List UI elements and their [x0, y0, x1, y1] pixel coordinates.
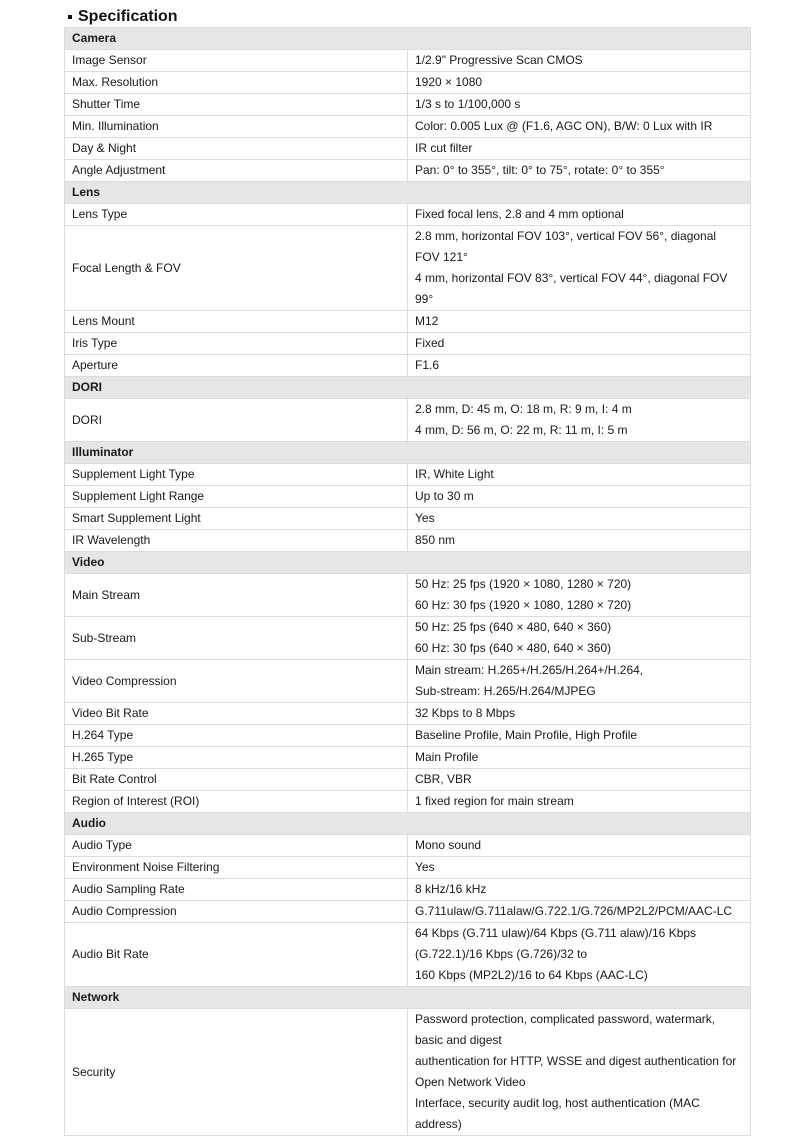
spec-label: IR Wavelength	[65, 530, 408, 552]
spec-row	[65, 464, 751, 486]
spec-value	[408, 464, 751, 486]
spec-value	[408, 725, 751, 747]
spec-row	[65, 72, 751, 94]
section-header: Network	[65, 987, 751, 1009]
section-header: Lens	[65, 182, 751, 204]
spec-value-line: 32 Kbps to 8 Mbps	[415, 706, 516, 720]
spec-row	[65, 703, 751, 725]
spec-value	[408, 72, 751, 94]
spec-label: Image Sensor	[65, 50, 408, 72]
spec-value-line: 160 Kbps (MP2L2)/16 to 64 Kbps (AAC-LC)	[415, 968, 648, 982]
spec-label: Lens Mount	[65, 311, 408, 333]
spec-row	[65, 747, 751, 769]
spec-value	[408, 50, 751, 72]
spec-row	[65, 901, 751, 923]
spec-label: DORI	[65, 399, 408, 442]
spec-value	[408, 879, 751, 901]
spec-label: Audio Sampling Rate	[65, 879, 408, 901]
section-header-row	[65, 28, 751, 50]
spec-row	[65, 769, 751, 791]
spec-label: Min. Illumination	[65, 116, 408, 138]
spec-label: Bit Rate Control	[65, 769, 408, 791]
spec-value-line: 60 Hz: 30 fps (1920 × 1080, 1280 × 720)	[415, 598, 632, 612]
spec-value-line: 4 mm, horizontal FOV 83°, vertical FOV 44°, diagonal FOV 99°	[415, 271, 728, 306]
section-header: Audio	[65, 813, 751, 835]
spec-value	[408, 617, 751, 660]
spec-value-line: 64 Kbps (G.711 ulaw)/64 Kbps (G.711 alaw)/16 Kbps (G.722.1)/16 Kbps (G.726)/32 to	[415, 926, 697, 961]
section-header: DORI	[65, 377, 751, 399]
spec-row	[65, 857, 751, 879]
spec-label: Audio Bit Rate	[65, 923, 408, 987]
spec-value	[408, 508, 751, 530]
spec-value-line: F1.6	[415, 358, 440, 372]
spec-value-line: Password protection, complicated password, watermark, basic and digest	[415, 1012, 716, 1047]
spec-label: Max. Resolution	[65, 72, 408, 94]
spec-label: H.264 Type	[65, 725, 408, 747]
spec-value	[408, 116, 751, 138]
spec-value-line: Main stream: H.265+/H.265/H.264+/H.264,	[415, 663, 644, 677]
spec-value-line: Mono sound	[415, 838, 482, 852]
spec-label: Sub-Stream	[65, 617, 408, 660]
spec-value	[408, 835, 751, 857]
spec-value-line: Fixed	[415, 336, 445, 350]
spec-row	[65, 923, 751, 987]
spec-row	[65, 486, 751, 508]
spec-value-line: authentication for HTTP, WSSE and digest authentication for Open Network Video	[415, 1054, 737, 1089]
spec-label: Environment Noise Filtering	[65, 857, 408, 879]
spec-value	[408, 333, 751, 355]
spec-value	[408, 138, 751, 160]
spec-value-line: 60 Hz: 30 fps (640 × 480, 640 × 360)	[415, 641, 612, 655]
spec-label: Day & Night	[65, 138, 408, 160]
spec-row	[65, 204, 751, 226]
spec-label: Audio Type	[65, 835, 408, 857]
specification-table	[64, 27, 751, 1136]
spec-value	[408, 660, 751, 703]
spec-label: Region of Interest (ROI)	[65, 791, 408, 813]
spec-row	[65, 399, 751, 442]
section-header-row	[65, 377, 751, 399]
spec-value-line: Up to 30 m	[415, 489, 474, 503]
spec-label: Supplement Light Range	[65, 486, 408, 508]
spec-value	[408, 703, 751, 725]
spec-label: Security	[65, 1009, 408, 1136]
spec-label: Main Stream	[65, 574, 408, 617]
spec-label: Video Compression	[65, 660, 408, 703]
spec-row	[65, 835, 751, 857]
page-title-text: Specification	[78, 8, 178, 25]
spec-value-line: Baseline Profile, Main Profile, High Profile	[415, 728, 638, 742]
spec-value	[408, 204, 751, 226]
square-bullet-icon	[68, 15, 72, 19]
page-title	[68, 6, 178, 28]
spec-value-line: Sub-stream: H.265/H.264/MJPEG	[415, 684, 596, 698]
spec-row	[65, 160, 751, 182]
spec-value	[408, 399, 751, 442]
spec-label: Shutter Time	[65, 94, 408, 116]
spec-value-line: Yes	[415, 860, 435, 874]
spec-value-line: IR cut filter	[415, 141, 473, 155]
spec-value-line: 2.8 mm, horizontal FOV 103°, vertical FOV 56°, diagonal FOV 121°	[415, 229, 717, 264]
spec-row	[65, 355, 751, 377]
spec-row	[65, 617, 751, 660]
spec-value-line: Yes	[415, 511, 435, 525]
spec-value-line: G.711ulaw/G.711alaw/G.722.1/G.726/MP2L2/PCM/AAC-LC	[415, 904, 733, 918]
spec-value	[408, 769, 751, 791]
spec-value-line: 850 nm	[415, 533, 456, 547]
spec-value-line: 1/2.9" Progressive Scan CMOS	[415, 53, 583, 67]
spec-row	[65, 333, 751, 355]
spec-value-line: Interface, security audit log, host authentication (MAC address)	[415, 1096, 700, 1131]
spec-row	[65, 791, 751, 813]
spec-value-line: 1/3 s to 1/100,000 s	[415, 97, 521, 111]
section-header: Illuminator	[65, 442, 751, 464]
spec-row	[65, 725, 751, 747]
spec-value	[408, 311, 751, 333]
section-header-row	[65, 813, 751, 835]
spec-value-line: Color: 0.005 Lux @ (F1.6, AGC ON), B/W: 0 Lux with IR	[415, 119, 713, 133]
spec-value	[408, 857, 751, 879]
spec-value	[408, 355, 751, 377]
spec-row	[65, 311, 751, 333]
spec-value-line: Pan: 0° to 355°, tilt: 0° to 75°, rotate: 0° to 355°	[415, 163, 665, 177]
spec-value-line: 1 fixed region for main stream	[415, 794, 574, 808]
section-header: Video	[65, 552, 751, 574]
spec-value-line: Main Profile	[415, 750, 479, 764]
spec-row	[65, 116, 751, 138]
section-header-row	[65, 442, 751, 464]
section-header: Camera	[65, 28, 751, 50]
spec-value-line: 50 Hz: 25 fps (1920 × 1080, 1280 × 720)	[415, 577, 632, 591]
spec-label: Smart Supplement Light	[65, 508, 408, 530]
spec-value-line: M12	[415, 314, 439, 328]
spec-value	[408, 747, 751, 769]
spec-value-line: CBR, VBR	[415, 772, 472, 786]
spec-row	[65, 660, 751, 703]
section-header-row	[65, 987, 751, 1009]
spec-value-line: IR, White Light	[415, 467, 494, 481]
spec-row	[65, 508, 751, 530]
spec-value	[408, 923, 751, 987]
spec-row	[65, 574, 751, 617]
spec-row	[65, 879, 751, 901]
spec-row	[65, 530, 751, 552]
spec-label: Aperture	[65, 355, 408, 377]
spec-value-line: 2.8 mm, D: 45 m, O: 18 m, R: 9 m, I: 4 m	[415, 402, 632, 416]
spec-value-line: 4 mm, D: 56 m, O: 22 m, R: 11 m, I: 5 m	[415, 423, 628, 437]
spec-label: Iris Type	[65, 333, 408, 355]
spec-value	[408, 486, 751, 508]
spec-row	[65, 1009, 751, 1136]
spec-row	[65, 50, 751, 72]
spec-label: Audio Compression	[65, 901, 408, 923]
spec-value-line: Fixed focal lens, 2.8 and 4 mm optional	[415, 207, 624, 221]
spec-value	[408, 574, 751, 617]
spec-row	[65, 226, 751, 311]
spec-value	[408, 791, 751, 813]
spec-label: Supplement Light Type	[65, 464, 408, 486]
spec-value	[408, 160, 751, 182]
section-header-row	[65, 182, 751, 204]
spec-label: Lens Type	[65, 204, 408, 226]
spec-label: Focal Length & FOV	[65, 226, 408, 311]
spec-value-line: 1920 × 1080	[415, 75, 483, 89]
spec-value	[408, 901, 751, 923]
spec-label: Video Bit Rate	[65, 703, 408, 725]
spec-value	[408, 530, 751, 552]
spec-label: H.265 Type	[65, 747, 408, 769]
spec-label: Angle Adjustment	[65, 160, 408, 182]
spec-value	[408, 1009, 751, 1136]
spec-value-line: 50 Hz: 25 fps (640 × 480, 640 × 360)	[415, 620, 612, 634]
spec-value	[408, 226, 751, 311]
spec-value-line: 8 kHz/16 kHz	[415, 882, 487, 896]
spec-row	[65, 138, 751, 160]
section-header-row	[65, 552, 751, 574]
spec-value	[408, 94, 751, 116]
spec-row	[65, 94, 751, 116]
